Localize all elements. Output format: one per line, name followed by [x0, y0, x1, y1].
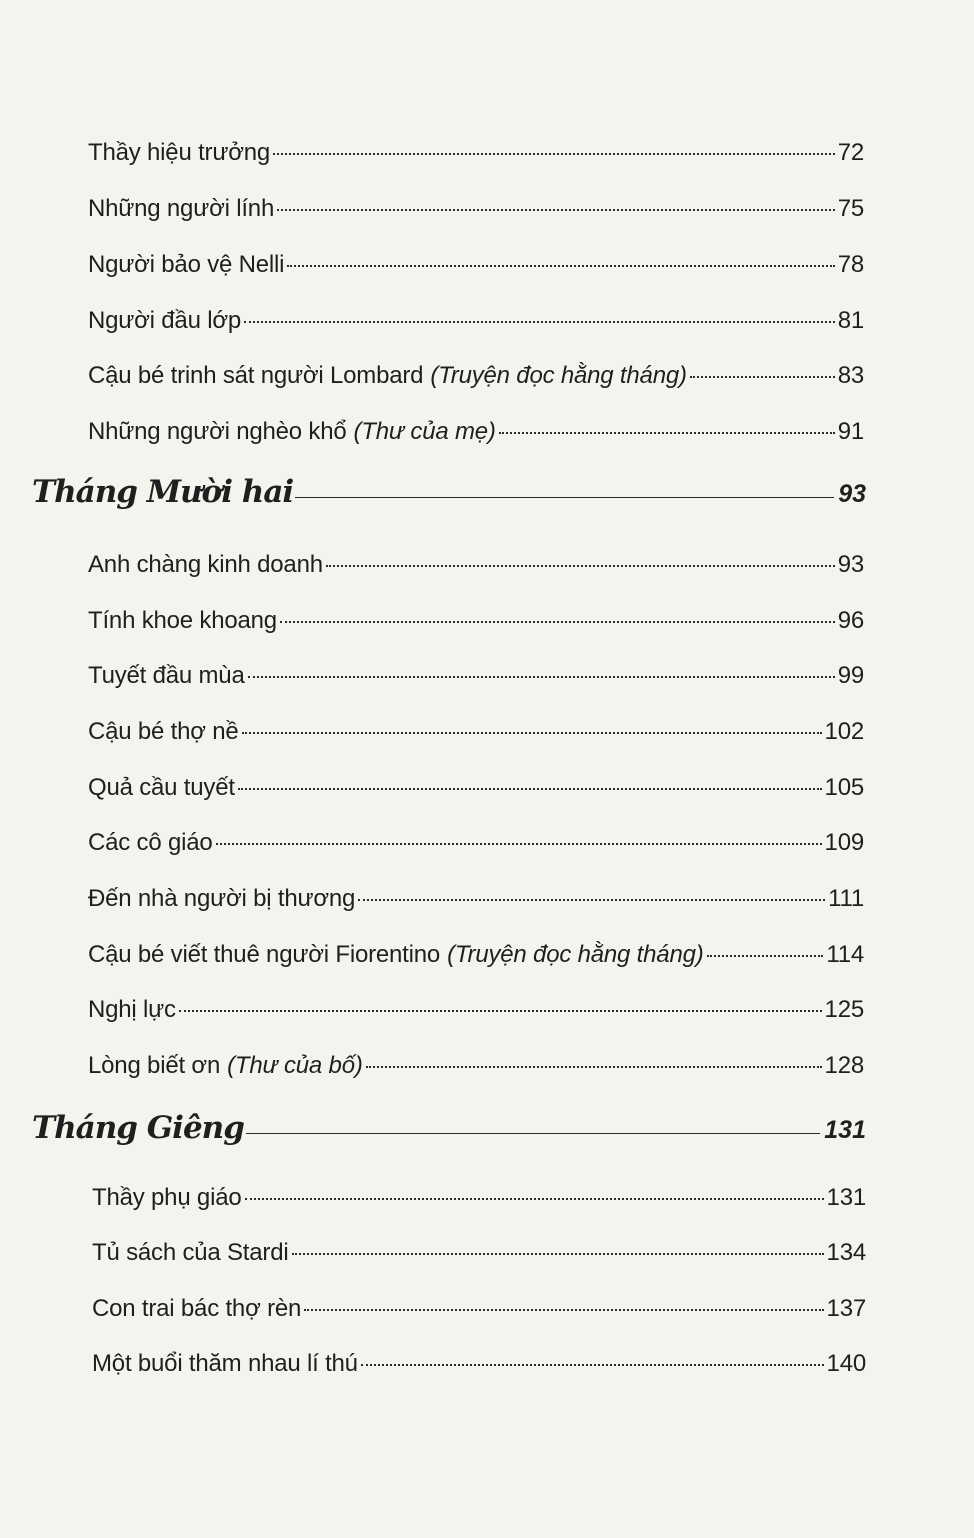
entry-page: 134 [826, 1239, 866, 1266]
entry-note: (Truyện đọc hằng tháng) [430, 362, 687, 389]
dot-leader [358, 899, 825, 901]
entry-note: (Thư của mẹ) [353, 418, 496, 445]
dot-leader [292, 1253, 824, 1255]
entry-title: Người bảo vệ Nelli [88, 251, 285, 278]
dot-leader [179, 1010, 822, 1012]
toc-entry[interactable] [88, 773, 864, 803]
entry-page: 81 [837, 307, 864, 334]
entry-title: Anh chàng kinh doanh [88, 551, 323, 578]
toc-entry[interactable] [88, 250, 864, 280]
toc-entry[interactable] [92, 1294, 866, 1324]
toc-entry[interactable] [88, 361, 864, 391]
section-heading[interactable] [32, 474, 866, 510]
entry-page: 78 [837, 251, 864, 278]
toc-entry[interactable] [88, 717, 864, 747]
section-heading[interactable] [32, 1110, 866, 1146]
dot-leader [238, 788, 822, 790]
dot-leader [366, 1066, 822, 1068]
toc-entry[interactable] [88, 550, 864, 580]
dot-leader [248, 676, 835, 678]
section-title: Tháng Mười hai [32, 474, 294, 510]
entry-title: Những người lính [88, 195, 275, 222]
toc-entry[interactable] [88, 828, 864, 858]
toc-entry[interactable] [88, 1051, 864, 1081]
dot-leader [277, 209, 835, 211]
entry-page: 109 [824, 829, 864, 856]
entry-title: Cậu bé viết thuê người Fiorentino [88, 941, 441, 968]
entry-title: Cậu bé thợ nề [88, 718, 239, 745]
entry-title: Đến nhà người bị thương [88, 885, 356, 912]
toc-entry[interactable] [88, 306, 864, 336]
dot-leader [499, 432, 835, 434]
dot-leader [361, 1364, 824, 1366]
toc-entry[interactable] [88, 995, 864, 1025]
entry-page: 125 [824, 996, 864, 1023]
entry-title: Con trai bác thợ rèn [92, 1295, 302, 1322]
toc-entry[interactable] [88, 940, 864, 970]
dot-leader [244, 321, 835, 323]
dot-leader [242, 732, 822, 734]
dot-leader [690, 376, 835, 378]
entry-page: 99 [837, 662, 864, 689]
entry-title: Người đầu lớp [88, 307, 242, 334]
entry-page: 105 [824, 774, 864, 801]
entry-title: Lòng biết ơn [88, 1052, 221, 1079]
toc-entry[interactable] [92, 1349, 866, 1379]
entry-note: (Thư của bố) [227, 1052, 363, 1079]
toc-entry[interactable] [88, 194, 864, 224]
toc-entry[interactable] [88, 138, 864, 168]
entry-title: Cậu bé trinh sát người Lombard [88, 362, 424, 389]
section-page: 131 [824, 1116, 866, 1144]
entry-page: 91 [837, 418, 864, 445]
entry-title: Một buổi thăm nhau lí thú [92, 1350, 358, 1377]
entry-title: Các cô giáo [88, 829, 213, 856]
entry-title: Tuyết đầu mùa [88, 662, 245, 689]
toc-entry[interactable] [88, 884, 864, 914]
toc-entry[interactable] [92, 1238, 866, 1268]
section-page: 93 [838, 480, 866, 508]
dot-leader [216, 843, 822, 845]
entry-page: 131 [826, 1184, 866, 1211]
entry-page: 72 [837, 139, 864, 166]
entry-page: 93 [837, 551, 864, 578]
entry-page: 128 [824, 1052, 864, 1079]
entry-page: 75 [837, 195, 864, 222]
toc-entry[interactable] [92, 1183, 866, 1213]
dot-leader [326, 565, 835, 567]
toc-entry[interactable] [88, 417, 864, 447]
dot-leader [273, 153, 835, 155]
dot-leader [304, 1309, 823, 1311]
entry-title: Thầy phụ giáo [92, 1184, 242, 1211]
entry-page: 102 [824, 718, 864, 745]
entry-title: Tính khoe khoang [88, 607, 277, 634]
entry-page: 111 [828, 885, 864, 912]
entry-title: Những người nghèo khổ [88, 418, 347, 445]
entry-page: 96 [837, 607, 864, 634]
section-rule [246, 1133, 820, 1134]
entry-page: 83 [837, 362, 864, 389]
entry-title: Thầy hiệu trưởng [88, 139, 271, 166]
entry-title: Nghị lực [88, 996, 176, 1023]
toc-entry[interactable] [88, 606, 864, 636]
toc-entry[interactable] [88, 661, 864, 691]
entry-title: Quả cầu tuyết [88, 774, 235, 801]
entry-page: 137 [826, 1295, 866, 1322]
entry-note: (Truyện đọc hằng tháng) [447, 941, 704, 968]
section-rule [295, 497, 834, 498]
dot-leader [707, 955, 824, 957]
entry-page: 114 [826, 941, 864, 968]
entry-title: Tủ sách của Stardi [92, 1239, 289, 1266]
dot-leader [245, 1198, 824, 1200]
dot-leader [280, 621, 835, 623]
section-title: Tháng Giêng [32, 1110, 244, 1146]
entry-page: 140 [826, 1350, 866, 1377]
dot-leader [287, 265, 834, 267]
